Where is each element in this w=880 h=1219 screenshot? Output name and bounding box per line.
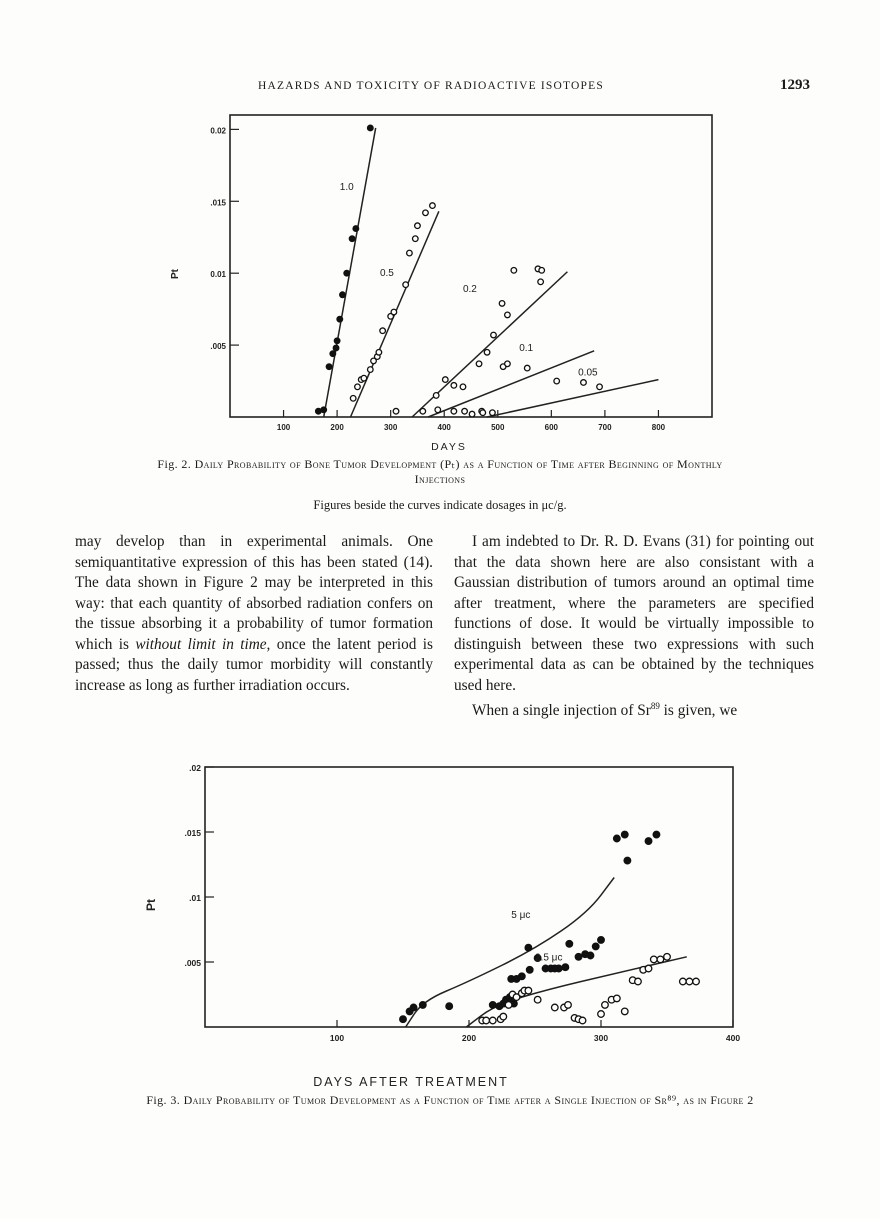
data-point xyxy=(407,250,413,256)
data-point xyxy=(592,943,599,950)
data-point xyxy=(602,1002,609,1009)
y-tick-label: .005 xyxy=(184,958,201,968)
fit-line xyxy=(487,380,658,417)
data-point xyxy=(344,270,350,276)
data-point xyxy=(598,1011,605,1018)
data-point xyxy=(350,396,356,402)
data-point xyxy=(597,384,603,390)
figure-3-chart xyxy=(0,750,880,1095)
x-tick-label: 500 xyxy=(491,423,505,432)
series-label: 2.5 μc xyxy=(535,952,563,964)
data-point xyxy=(330,351,336,357)
x-tick-label: 400 xyxy=(437,423,451,432)
y-axis-label: Pt xyxy=(170,269,181,279)
series-label: 5 μc xyxy=(511,909,531,921)
data-point xyxy=(653,831,660,838)
data-point xyxy=(624,857,631,864)
data-point xyxy=(680,978,687,985)
data-point xyxy=(442,377,448,383)
data-point xyxy=(483,1017,490,1024)
data-point xyxy=(581,380,587,386)
plot-frame xyxy=(230,115,712,417)
y-axis-label: Pt xyxy=(144,899,158,911)
data-point xyxy=(562,964,569,971)
data-point xyxy=(337,316,343,322)
data-point xyxy=(587,952,594,959)
data-point xyxy=(326,364,332,370)
data-point xyxy=(534,996,541,1003)
series-label: 0.05 xyxy=(578,367,598,379)
data-point xyxy=(400,1016,407,1023)
page-header xyxy=(0,77,880,100)
data-point xyxy=(524,365,530,371)
data-point xyxy=(410,1004,417,1011)
data-point xyxy=(598,937,605,944)
x-tick-label: 100 xyxy=(276,423,291,432)
right-column-p2-post: is given, we xyxy=(663,702,738,720)
data-point xyxy=(469,411,475,417)
data-point xyxy=(446,1003,453,1010)
data-point xyxy=(368,367,374,373)
series-label: 0.5 xyxy=(379,268,394,280)
data-point xyxy=(353,226,359,232)
figure-2-note: Figures beside the curves indicate dosages in μc/g. xyxy=(313,498,567,512)
data-point xyxy=(489,1017,496,1024)
y-tick-label: 0.01 xyxy=(210,270,226,280)
data-point xyxy=(614,835,621,842)
x-tick-label: 300 xyxy=(383,423,398,432)
x-tick-label: 100 xyxy=(329,1033,345,1043)
data-point xyxy=(334,338,340,344)
page-number: 1293 xyxy=(780,77,810,93)
series-label: 0.1 xyxy=(519,342,534,354)
x-tick-label: 800 xyxy=(651,423,666,432)
data-point xyxy=(368,125,374,131)
data-point xyxy=(355,384,361,390)
data-point xyxy=(500,1013,507,1020)
data-point xyxy=(423,210,429,216)
data-point xyxy=(519,973,526,980)
data-point xyxy=(621,831,628,838)
data-point xyxy=(635,978,642,985)
x-tick-label: 200 xyxy=(461,1033,477,1043)
data-point xyxy=(462,408,468,414)
x-tick-label: 700 xyxy=(598,423,612,432)
data-point xyxy=(451,408,457,414)
data-point xyxy=(651,956,658,963)
data-point xyxy=(376,349,382,355)
data-point xyxy=(693,978,700,985)
data-point xyxy=(380,328,386,334)
data-point xyxy=(555,965,562,972)
data-point xyxy=(413,236,419,242)
data-point xyxy=(539,268,545,274)
data-point xyxy=(645,965,652,972)
y-tick-label: .015 xyxy=(184,828,201,838)
y-tick-label: .02 xyxy=(189,763,201,773)
data-point xyxy=(349,236,355,242)
data-point xyxy=(489,1002,496,1009)
right-column xyxy=(454,532,814,722)
data-point xyxy=(552,1004,559,1011)
y-tick-label: .01 xyxy=(189,893,201,903)
right-column-paragraph-2 xyxy=(454,696,814,722)
x-axis-label: DAYS xyxy=(431,441,467,453)
data-point xyxy=(686,978,693,985)
data-point xyxy=(420,1002,427,1009)
data-point xyxy=(451,383,457,389)
data-point xyxy=(476,361,482,367)
data-point xyxy=(393,408,399,414)
right-column-p2-pre: When a single injection of Sr xyxy=(472,702,651,720)
figure-2-caption xyxy=(140,457,740,487)
data-point xyxy=(575,954,582,961)
x-axis-label: DAYS AFTER TREATMENT xyxy=(313,1075,509,1089)
x-tick-label: 600 xyxy=(544,423,559,432)
data-point xyxy=(657,956,664,963)
data-point xyxy=(361,375,367,381)
data-point xyxy=(525,944,532,951)
y-tick-label: .015 xyxy=(210,198,226,208)
data-point xyxy=(391,309,397,315)
left-column xyxy=(75,532,433,696)
figure-3-caption xyxy=(130,1093,770,1108)
data-point xyxy=(333,345,339,351)
figure-3-caption-text: Daily Probability of Tumor Development as a Function of Time after a Single Injection of Sr⁸⁹, as in Figure 2 xyxy=(183,1093,754,1107)
x-tick-label: 200 xyxy=(330,423,344,432)
plot-frame xyxy=(205,767,733,1027)
figure-2-caption-label: Fig. 2. xyxy=(157,457,192,471)
data-point xyxy=(490,410,496,416)
data-point xyxy=(415,223,421,229)
data-point xyxy=(505,1002,512,1009)
series-label: 0.2 xyxy=(462,283,477,295)
data-point xyxy=(511,268,517,274)
sr89-superscript: 89 xyxy=(650,701,660,711)
data-point xyxy=(430,203,436,209)
data-point xyxy=(505,361,511,367)
running-head: HAZARDS AND TOXICITY OF RADIOACTIVE ISOTOPES xyxy=(258,80,604,92)
left-column-italic: without limit in time, xyxy=(135,635,271,653)
y-tick-label: 0.02 xyxy=(210,126,226,136)
x-tick-label: 400 xyxy=(725,1033,741,1043)
data-point xyxy=(664,954,671,961)
data-point xyxy=(645,838,652,845)
data-point xyxy=(579,1017,586,1024)
data-point xyxy=(433,393,439,399)
data-point xyxy=(340,292,346,298)
data-point xyxy=(505,312,511,318)
data-point xyxy=(460,384,466,390)
data-point xyxy=(554,378,560,384)
data-point xyxy=(538,279,544,285)
data-point xyxy=(614,995,621,1002)
figure-2-caption-text: Daily Probability of Bone Tumor Development (Pₜ) as a Function of Time after Beginning of Monthly Injections xyxy=(194,457,723,486)
figure-2-chart xyxy=(0,100,880,455)
data-point xyxy=(403,282,409,288)
data-point xyxy=(526,967,533,974)
data-point xyxy=(525,987,532,994)
data-point xyxy=(420,408,426,414)
data-point xyxy=(565,1002,572,1009)
data-point xyxy=(480,410,486,416)
left-column-end: once the latent period is passed; thus the daily tumor morbidity will constantly increase as long as further irradiation occurs. xyxy=(75,635,433,694)
data-point xyxy=(566,941,573,948)
left-column-text: may develop than in experimental animals. One semiquantitative expression of this has been stated (14). The data shown in Figure 2 may be interpreted in this way: that each quantity of absorbed radiation confers on the tissue absorbing it a probability of tumor formation which is xyxy=(75,533,433,653)
right-column-paragraph: I am indebted to Dr. R. D. Evans (31) for pointing out that the data shown here are also consistant with a Gaussian distribution of tumors around an optimal time after treatment, where the parameters are specified functions of dose. It would be virtually impossible to distinguish between these two expressions with such experimental data as can be obtained by the techniques used here. xyxy=(454,533,814,694)
y-tick-label: .005 xyxy=(210,342,226,352)
data-point xyxy=(499,301,505,307)
data-point xyxy=(435,407,441,413)
x-tick-label: 300 xyxy=(593,1033,609,1043)
data-point xyxy=(621,1008,628,1015)
series-label: 1.0 xyxy=(339,181,354,193)
data-point xyxy=(484,349,490,355)
data-point xyxy=(321,407,327,413)
figure-3-caption-label: Fig. 3. xyxy=(146,1093,181,1107)
data-point xyxy=(491,332,497,338)
